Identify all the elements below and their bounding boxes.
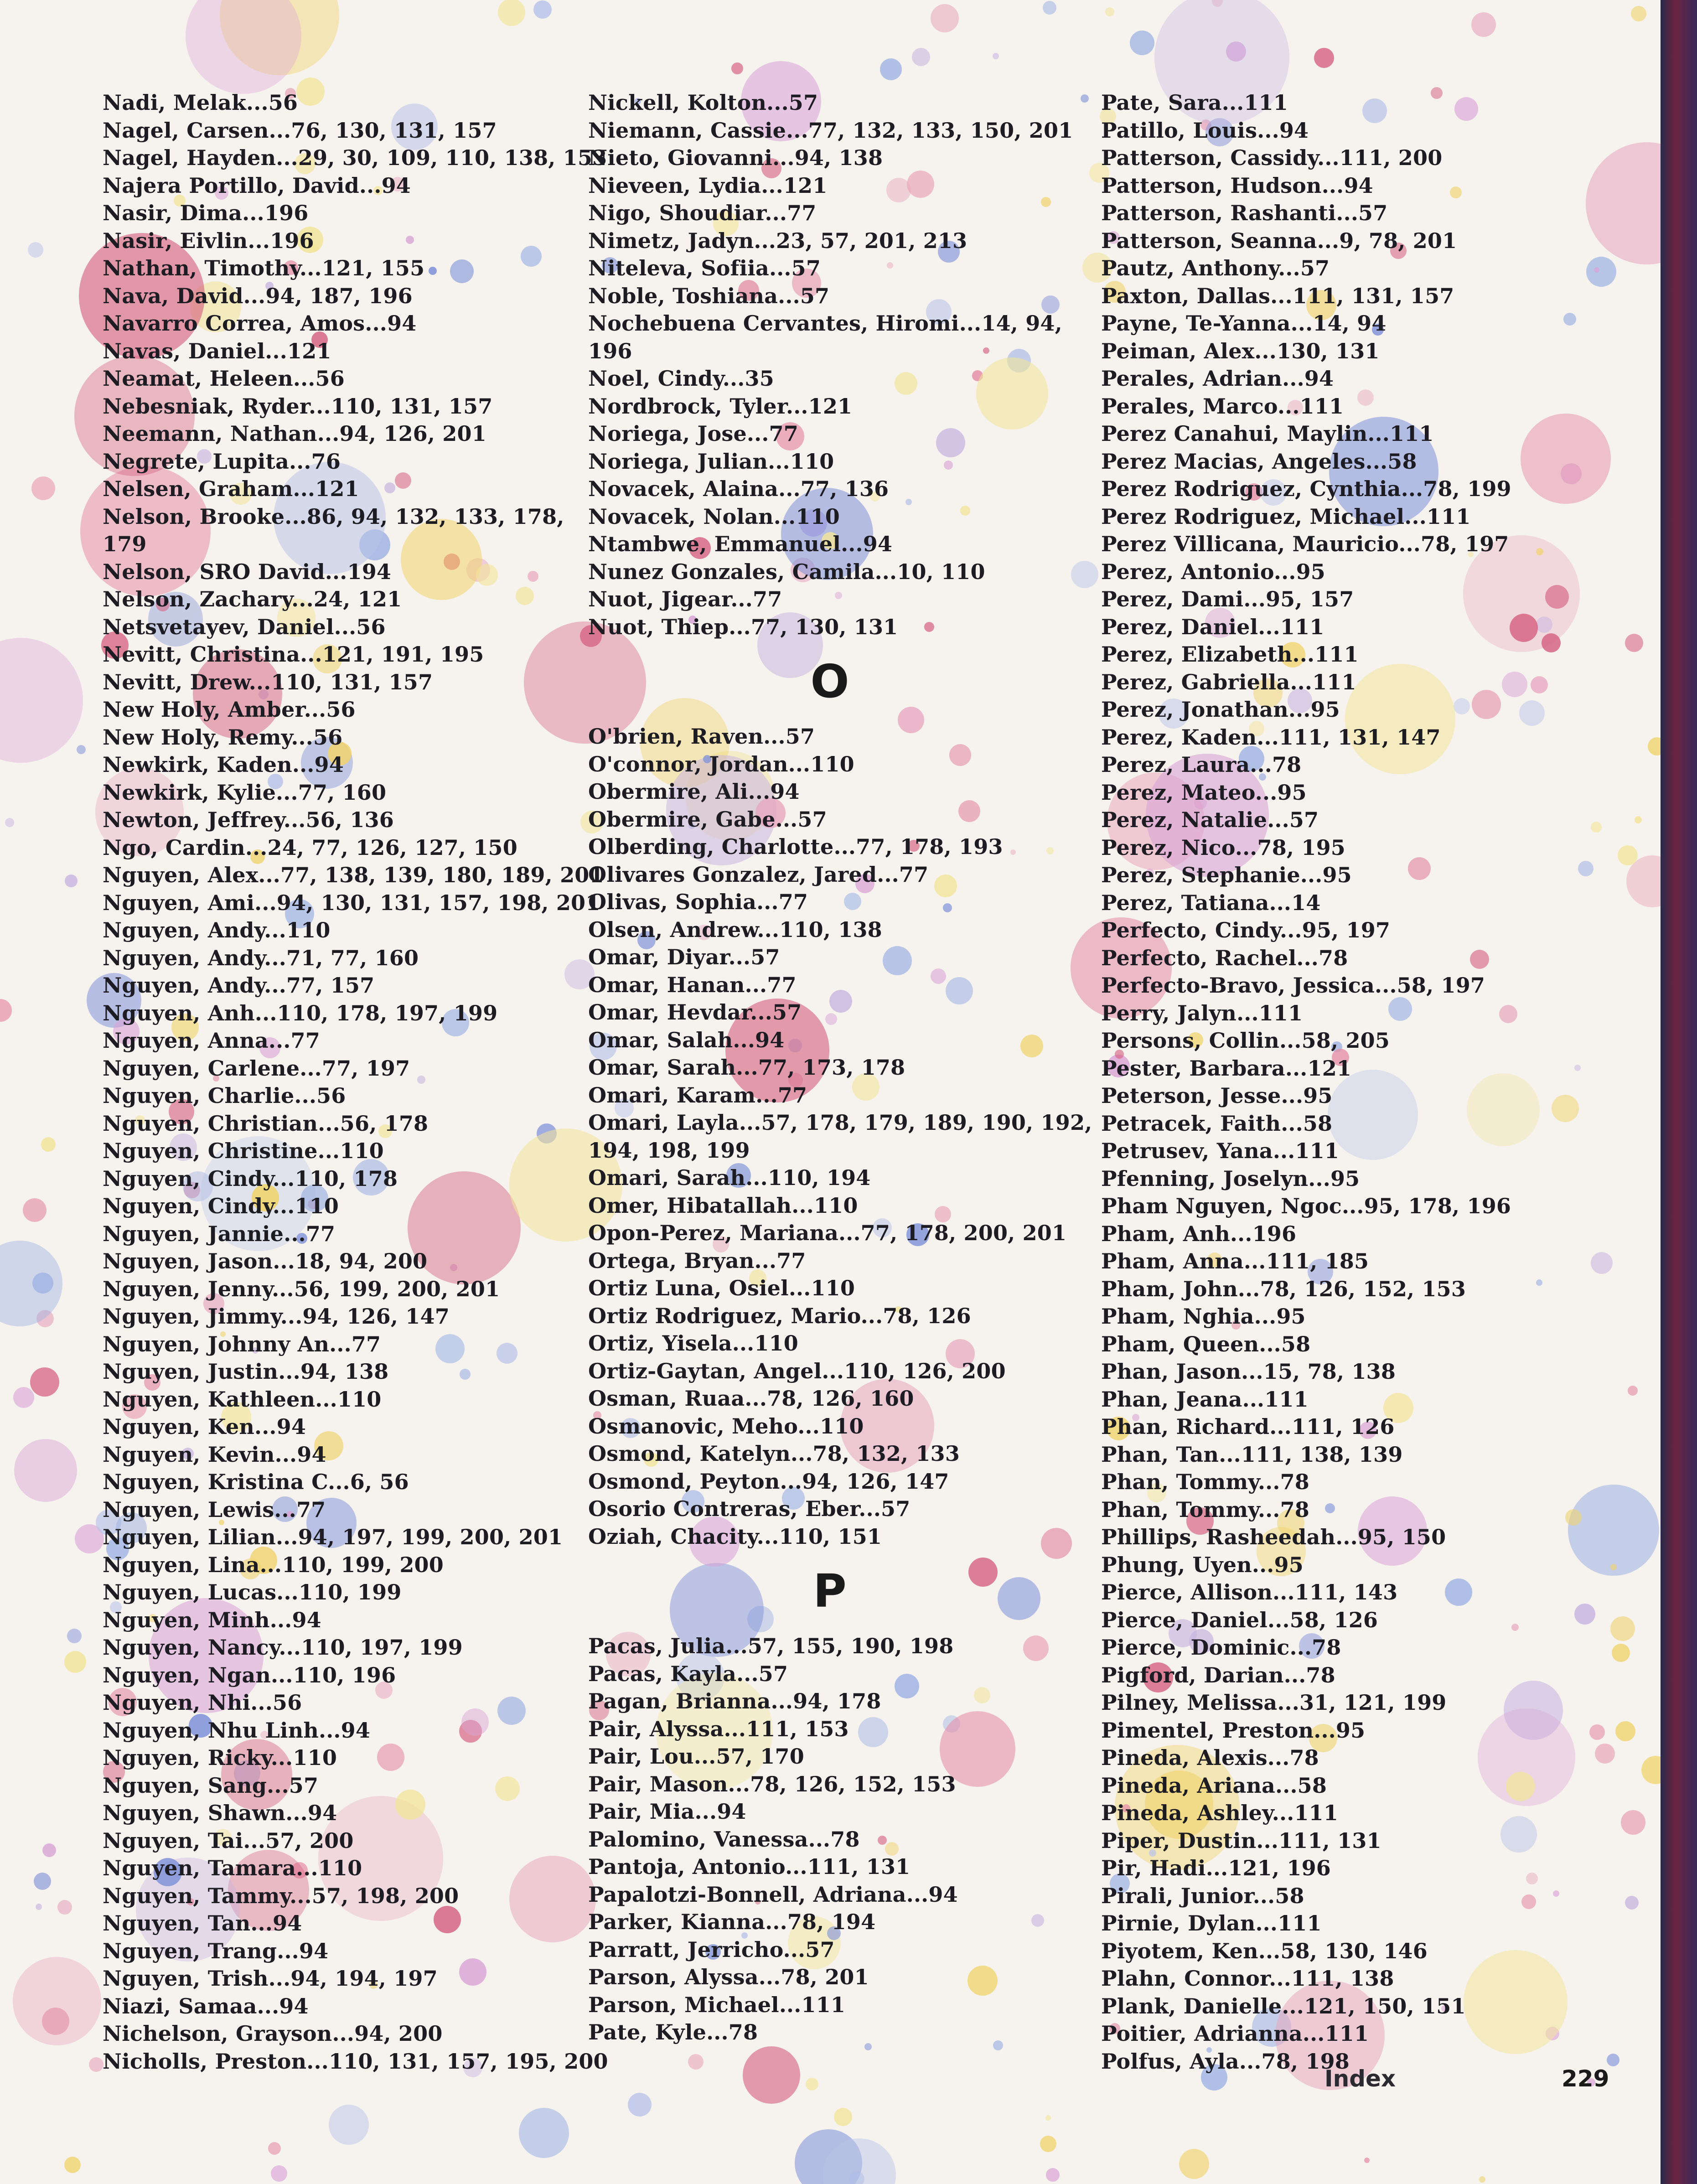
index-entry: Neamat, Heleen...56 [103, 366, 345, 391]
index-entry: Neemann, Nathan...94, 126, 201 [103, 421, 486, 446]
index-entry: Phan, Tommy...78 [1101, 1497, 1310, 1522]
index-entry: Nguyen, Trang...94 [103, 1938, 329, 1963]
index-entry: Olberding, Charlotte...77, 178, 193 [588, 834, 1003, 859]
index-entry: Nguyen, Ami...94, 130, 131, 157, 198, 201 [103, 890, 600, 915]
index-entry: Perez Rodriguez, Michael...111 [1101, 504, 1471, 529]
index-entry: Pimentel, Preston...95 [1101, 1718, 1366, 1743]
index-entry: Nelson, SRO David...194 [103, 559, 392, 584]
index-entry: 194, 198, 199 [588, 1138, 750, 1163]
index-entry: Nguyen, Kristina C...6, 56 [103, 1470, 409, 1494]
index-entry: Nevitt, Drew...110, 131, 157 [103, 669, 433, 694]
index-entry: Nuot, Jigear...77 [588, 587, 782, 611]
index-entry: Omari, Sarah...110, 194 [588, 1165, 871, 1190]
index-entry: O'brien, Raven...57 [588, 724, 815, 749]
index-entry: Perez, Natalie...57 [1101, 807, 1319, 832]
index-entry: Pantoja, Antonio...111, 131 [588, 1854, 911, 1879]
index-entry: Phan, Jeana...111 [1101, 1387, 1309, 1412]
index-entry: Pham, Nghia...95 [1101, 1304, 1306, 1329]
index-entry: Navarro Correa, Amos...94 [103, 311, 417, 336]
index-entry: Nasir, Dima...196 [103, 201, 309, 225]
index-entry: Pair, Alyssa...111, 153 [588, 1716, 849, 1741]
index-entry: Pigford, Darian...78 [1101, 1662, 1335, 1687]
index-entry: Pham, Anh...196 [1101, 1221, 1297, 1246]
index-entry: Papalotzi-Bonnell, Adriana...94 [588, 1882, 958, 1907]
index-entry: Omari, Karam...77 [588, 1082, 807, 1108]
index-column-1 [103, 89, 608, 2075]
index-entry: Newton, Jeffrey...56, 136 [103, 807, 394, 832]
index-entry: Nguyen, Cindy...110 [103, 1194, 339, 1218]
index-entry: Netsvetayev, Daniel...56 [103, 614, 386, 639]
index-entry: Poitier, Adrianna...111 [1101, 2021, 1369, 2046]
index-entry: Pate, Kyle...78 [588, 2020, 758, 2044]
index-entry: Patterson, Rashanti...57 [1101, 201, 1388, 225]
index-entry: Pair, Mason...78, 126, 152, 153 [588, 1771, 956, 1796]
index-entry: Pirali, Junior...58 [1101, 1883, 1304, 1908]
index-entry: Noel, Cindy...35 [588, 366, 774, 391]
index-entry: Nguyen, Cindy...110, 178 [103, 1166, 398, 1191]
index-entry: Nguyen, Nhu Linh...94 [103, 1718, 371, 1743]
index-entry: Nicholls, Preston...110, 131, 157, 195, 200 [103, 2049, 608, 2074]
index-entry: Osmond, Peyton...94, 126, 147 [588, 1469, 949, 1494]
index-entry: Parker, Kianna...78, 194 [588, 1910, 876, 1934]
index-entry: Phillips, Rasheedah...95, 150 [1101, 1525, 1446, 1549]
index-entry: Pair, Mia...94 [588, 1799, 746, 1824]
index-entry: Nieveen, Lydia...121 [588, 173, 828, 198]
index-entry: Patterson, Seanna...9, 78, 201 [1101, 228, 1457, 253]
index-entry: Perry, Jalyn...111 [1101, 1000, 1303, 1025]
index-entry: Pham, Queen...58 [1101, 1331, 1311, 1356]
index-entry: Nguyen, Lilian...94, 197, 199, 200, 201 [103, 1525, 563, 1549]
index-entry: Perez, Daniel...111 [1101, 614, 1324, 639]
index-entry: Newkirk, Kylie...77, 160 [103, 780, 387, 805]
index-entry: Perfecto, Rachel...78 [1101, 945, 1348, 970]
index-entry: Palomino, Vanessa...78 [588, 1827, 860, 1852]
index-entry: Perales, Marco...111 [1101, 393, 1344, 419]
index-entry: Patillo, Louis...94 [1101, 118, 1309, 143]
index-entry: Noble, Toshiana...57 [588, 283, 830, 308]
index-entry: Nunez Gonzales, Camila...10, 110 [588, 559, 985, 584]
index-entry: Newkirk, Kaden...94 [103, 752, 344, 777]
index-entry: Nguyen, Ngan...110, 196 [103, 1662, 396, 1687]
index-entry: Nguyen, Ricky...110 [103, 1745, 337, 1770]
index-entry: Phan, Richard...111, 126 [1101, 1414, 1395, 1439]
index-entry: Pacas, Julia...57, 155, 190, 198 [588, 1634, 954, 1658]
index-entry: Nguyen, Jimmy...94, 126, 147 [103, 1304, 450, 1329]
index-entry: Pham, John...78, 126, 152, 153 [1101, 1276, 1466, 1301]
index-entry: Omari, Layla...57, 178, 179, 189, 190, 192, [588, 1110, 1092, 1135]
index-entry: Nguyen, Andy...71, 77, 160 [103, 945, 419, 970]
index-entry: Nguyen, Lucas...110, 199 [103, 1580, 402, 1604]
index-entry: Pautz, Anthony...57 [1101, 256, 1330, 280]
index-entry: Pfenning, Joselyn...95 [1101, 1166, 1360, 1191]
index-entry: New Holy, Amber...56 [103, 697, 356, 722]
index-entry: Nelson, Zachary...24, 121 [103, 587, 402, 611]
index-entry: Pineda, Ashley...111 [1101, 1801, 1339, 1825]
index-entry: Nguyen, Nhi...56 [103, 1690, 302, 1715]
index-entry: Nguyen, Anna...77 [103, 1028, 320, 1053]
index-entry: Phan, Tan...111, 138, 139 [1101, 1442, 1403, 1467]
index-entry: Perez, Stephanie...95 [1101, 863, 1352, 887]
index-entry: Petrusev, Yana...111 [1101, 1139, 1340, 1163]
index-entry: Obermire, Gabe...57 [588, 807, 827, 832]
index-entry: Perez Macias, Angeles...58 [1101, 449, 1417, 474]
index-entry: Phung, Uyen...95 [1101, 1552, 1304, 1577]
page-number: 229 [1562, 2065, 1609, 2092]
index-entry: Niteleva, Sofiia...57 [588, 256, 821, 280]
index-entry: Perfecto, Cindy...95, 197 [1101, 918, 1391, 942]
index-entry: Pirnie, Dylan...111 [1101, 1911, 1322, 1936]
index-entry: Nguyen, Ken...94 [103, 1414, 306, 1439]
index-entry: Ortiz-Gaytan, Angel...110, 126, 200 [588, 1358, 1006, 1383]
index-entry: Patterson, Cassidy...111, 200 [1101, 145, 1443, 170]
index-entry: Pacas, Kayla...57 [588, 1661, 788, 1686]
index-entry: Ortiz Rodriguez, Mario...78, 126 [588, 1303, 971, 1328]
index-entry: 196 [588, 338, 632, 363]
index-entry: Navas, Daniel...121 [103, 338, 331, 363]
index-entry: Nguyen, Andy...77, 157 [103, 973, 375, 998]
index-entry: Polfus, Ayla...78, 198 [1101, 2049, 1350, 2074]
index-entry: Nguyen, Christine...110 [103, 1139, 384, 1163]
index-entry: Osman, Ruaa...78, 126, 160 [588, 1386, 914, 1411]
index-entry: Nickell, Kolton...57 [588, 90, 818, 115]
index-entry: Pair, Lou...57, 170 [588, 1744, 804, 1769]
index-entry: Perez Villicana, Mauricio...78, 197 [1101, 532, 1509, 556]
index-entry: Perez Canahui, Maylin...111 [1101, 421, 1434, 446]
index-entry: Nguyen, Kevin...94 [103, 1442, 326, 1467]
index-column-3 [1101, 89, 1584, 2075]
index-entry: Nigo, Shoudiar...77 [588, 201, 817, 225]
index-entry: Novacek, Nolan...110 [588, 504, 840, 529]
index-entry: Pate, Sara...111 [1101, 90, 1288, 115]
index-entry: Phan, Tommy...78 [1101, 1470, 1310, 1494]
index-entry: Nguyen, Carlene...77, 197 [103, 1056, 410, 1081]
index-entry: Ngo, Cardin...24, 77, 126, 127, 150 [103, 835, 517, 860]
index-entry: Perez Rodriguez, Cynthia...78, 199 [1101, 476, 1511, 501]
index-entry: Phan, Jason...15, 78, 138 [1101, 1359, 1396, 1384]
index-entry: Perez, Elizabeth...111 [1101, 642, 1359, 667]
index-entry: Nguyen, Jason...18, 94, 200 [103, 1249, 428, 1273]
index-entry: Nuot, Thiep...77, 130, 131 [588, 614, 898, 639]
index-entry: Nguyen, Lewis...77 [103, 1497, 326, 1522]
index-entry: Peiman, Alex...130, 131 [1101, 338, 1380, 363]
index-entry: Nguyen, Charlie...56 [103, 1083, 346, 1108]
index-entry: Pierce, Allison...111, 143 [1101, 1580, 1398, 1604]
footer-section-label: Index [1324, 2065, 1396, 2092]
index-entry: Pineda, Ariana...58 [1101, 1773, 1327, 1798]
index-entry: Nguyen, Nancy...110, 197, 199 [103, 1635, 463, 1660]
index-entry: Peterson, Jesse...95 [1101, 1083, 1333, 1108]
index-entry: Nguyen, Minh...94 [103, 1607, 321, 1632]
section-letter: P [813, 1564, 847, 1618]
index-entry: Perfecto-Bravo, Jessica...58, 197 [1101, 973, 1485, 998]
index-entry: Nguyen, Justin...94, 138 [103, 1359, 389, 1384]
index-entry: Pir, Hadi...121, 196 [1101, 1856, 1331, 1880]
index-entry: Novacek, Alaina...77, 136 [588, 476, 889, 501]
index-entry: Payne, Te-Yanna...14, 94 [1101, 311, 1387, 336]
index-entry: Nguyen, Trish...94, 194, 197 [103, 1966, 438, 1991]
book-spine-edge [1661, 0, 1697, 2184]
index-entry: Perez, Kaden...111, 131, 147 [1101, 725, 1441, 750]
index-entry: Pham Nguyen, Ngoc...95, 178, 196 [1101, 1194, 1511, 1218]
index-entry: Parson, Michael...111 [588, 1992, 846, 2017]
index-entry: Pierce, Dominic...78 [1101, 1635, 1341, 1660]
index-entry: Nguyen, Jannie...77 [103, 1221, 336, 1246]
index-entry: Pilney, Melissa...31, 121, 199 [1101, 1690, 1447, 1715]
index-entry: Perez, Nico...78, 195 [1101, 835, 1345, 860]
index-entry: Ortiz, Yisela...110 [588, 1331, 798, 1356]
index-entry: Pagan, Brianna...94, 178 [588, 1689, 881, 1713]
index-entry: Nguyen, Sang...57 [103, 1773, 319, 1798]
index-entry: Olivas, Sophia...77 [588, 890, 808, 914]
index-entry: Nebesniak, Ryder...110, 131, 157 [103, 393, 493, 419]
index-entry: Persons, Collin...58, 205 [1101, 1028, 1390, 1053]
index-entry: Nguyen, Tamara...110 [103, 1856, 362, 1880]
index-entry: Nadi, Melak...56 [103, 90, 298, 115]
index-entry: Nordbrock, Tyler...121 [588, 393, 853, 419]
index-entry: Perez, Antonio...95 [1101, 559, 1325, 584]
index-entry: Nguyen, Shawn...94 [103, 1801, 337, 1825]
index-entry: Paxton, Dallas...111, 131, 157 [1101, 283, 1454, 308]
index-entry: Perez, Tatiana...14 [1101, 890, 1321, 915]
index-entry: Obermire, Ali...94 [588, 779, 800, 804]
index-entry: Nguyen, Tammy...57, 198, 200 [103, 1883, 459, 1908]
index-entry: Ortiz Luna, Osiel...110 [588, 1276, 855, 1300]
index-entry: Niazi, Samaa...94 [103, 1993, 309, 2018]
index-entry: Perez, Jonathan...95 [1101, 697, 1340, 722]
index-entry: Plahn, Connor...111, 138 [1101, 1966, 1394, 1991]
index-entry: Perez, Laura...78 [1101, 752, 1302, 777]
index-column-2 [588, 89, 1092, 2046]
index-entry: Nguyen, Lina...110, 199, 200 [103, 1552, 444, 1577]
index-entry: Nelsen, Graham...121 [103, 476, 359, 501]
index-entry: Omar, Hevdar...57 [588, 1000, 802, 1025]
index-entry: Nguyen, Johnny An...77 [103, 1331, 381, 1356]
index-entry: Nguyen, Tai...57, 200 [103, 1828, 354, 1853]
index-entry: Noriega, Jose...77 [588, 421, 798, 446]
index-entry: Pester, Barbara...121 [1101, 1056, 1352, 1081]
index-entry: Perez, Dami...95, 157 [1101, 587, 1354, 611]
index-entry: Nguyen, Alex...77, 138, 139, 180, 189, 201 [103, 863, 604, 887]
index-entry: Nagel, Carsen...76, 130, 131, 157 [103, 118, 497, 143]
index-entry: Perez, Mateo...95 [1101, 780, 1307, 805]
index-entry: Najera Portillo, David...94 [103, 173, 411, 198]
index-entry: Olsen, Andrew...110, 138 [588, 917, 882, 942]
index-entry: Parratt, Jerricho...57 [588, 1937, 835, 1962]
index-entry: Oziah, Chacity...110, 151 [588, 1524, 882, 1549]
index-entry: Perales, Adrian...94 [1101, 366, 1334, 391]
index-entry: O'connor, Jordan...110 [588, 751, 854, 776]
index-entry: Nava, David...94, 187, 196 [103, 283, 413, 308]
index-entry: Pineda, Alexis...78 [1101, 1745, 1319, 1770]
index-entry: Nguyen, Kathleen...110 [103, 1387, 382, 1412]
index-entry: Parson, Alyssa...78, 201 [588, 1965, 869, 1989]
index-entry: Omar, Diyar...57 [588, 945, 780, 969]
index-entry: Patterson, Hudson...94 [1101, 173, 1373, 198]
index-entry: Nimetz, Jadyn...23, 57, 201, 213 [588, 228, 967, 253]
index-entry: Nelson, Brooke...86, 94, 132, 133, 178, [103, 504, 564, 529]
index-entry: Nasir, Eivlin...196 [103, 228, 314, 253]
index-entry: Pham, Anna...111, 185 [1101, 1249, 1369, 1273]
index-entry: Olivares Gonzalez, Jared...77 [588, 862, 929, 887]
index-entry: Ntambwe, Emmanuel...94 [588, 532, 893, 556]
index-entry: Nathan, Timothy...121, 155 [103, 256, 425, 280]
index-entry: Pierce, Daniel...58, 126 [1101, 1607, 1378, 1632]
index-entry: Perez, Gabriella...111 [1101, 669, 1356, 694]
index-entry: Osorio Contreras, Eber...57 [588, 1496, 911, 1521]
index-entry: Nguyen, Anh...110, 178, 197, 199 [103, 1000, 498, 1025]
index-entry: Omar, Sarah...77, 173, 178 [588, 1055, 905, 1080]
index-entry: 179 [103, 532, 147, 556]
index-entry: Osmanovic, Meho...110 [588, 1413, 864, 1439]
index-entry: Ortega, Bryan...77 [588, 1248, 806, 1273]
index-entry: Omer, Hibatallah...110 [588, 1193, 858, 1218]
index-entry: Noriega, Julian...110 [588, 449, 834, 474]
index-entry: Negrete, Lupita...76 [103, 449, 341, 474]
index-entry: Nguyen, Christian...56, 178 [103, 1111, 429, 1136]
index-entry: Opon-Perez, Mariana...77, 178, 200, 201 [588, 1221, 1067, 1245]
index-entry: Piper, Dustin...111, 131 [1101, 1828, 1381, 1853]
index-entry: Nguyen, Tan...94 [103, 1911, 302, 1936]
section-letter: O [810, 655, 849, 708]
index-entry: Nieto, Giovanni...94, 138 [588, 145, 883, 170]
index-entry: Nevitt, Christina...121, 191, 195 [103, 642, 484, 667]
index-entry: New Holy, Remy...56 [103, 725, 343, 750]
index-entry: Omar, Salah...94 [588, 1027, 785, 1052]
index-entry: Petracek, Faith...58 [1101, 1111, 1333, 1136]
index-entry: Nagel, Hayden...29, 30, 109, 110, 138, 153 [103, 145, 607, 170]
index-entry: Omar, Hanan...77 [588, 972, 797, 997]
index-entry: Niemann, Cassie...77, 132, 133, 150, 201 [588, 118, 1073, 143]
index-entry: Nochebuena Cervantes, Hiromi...14, 94, [588, 311, 1062, 336]
index-entry: Nguyen, Andy...110 [103, 918, 331, 942]
index-entry: Nguyen, Jenny...56, 199, 200, 201 [103, 1276, 500, 1301]
index-entry: Nichelson, Grayson...94, 200 [103, 2021, 443, 2046]
index-entry: Piyotem, Ken...58, 130, 146 [1101, 1938, 1428, 1963]
index-entry: Osmond, Katelyn...78, 132, 133 [588, 1441, 960, 1466]
index-entry: Plank, Danielle...121, 150, 151 [1101, 1993, 1466, 2018]
